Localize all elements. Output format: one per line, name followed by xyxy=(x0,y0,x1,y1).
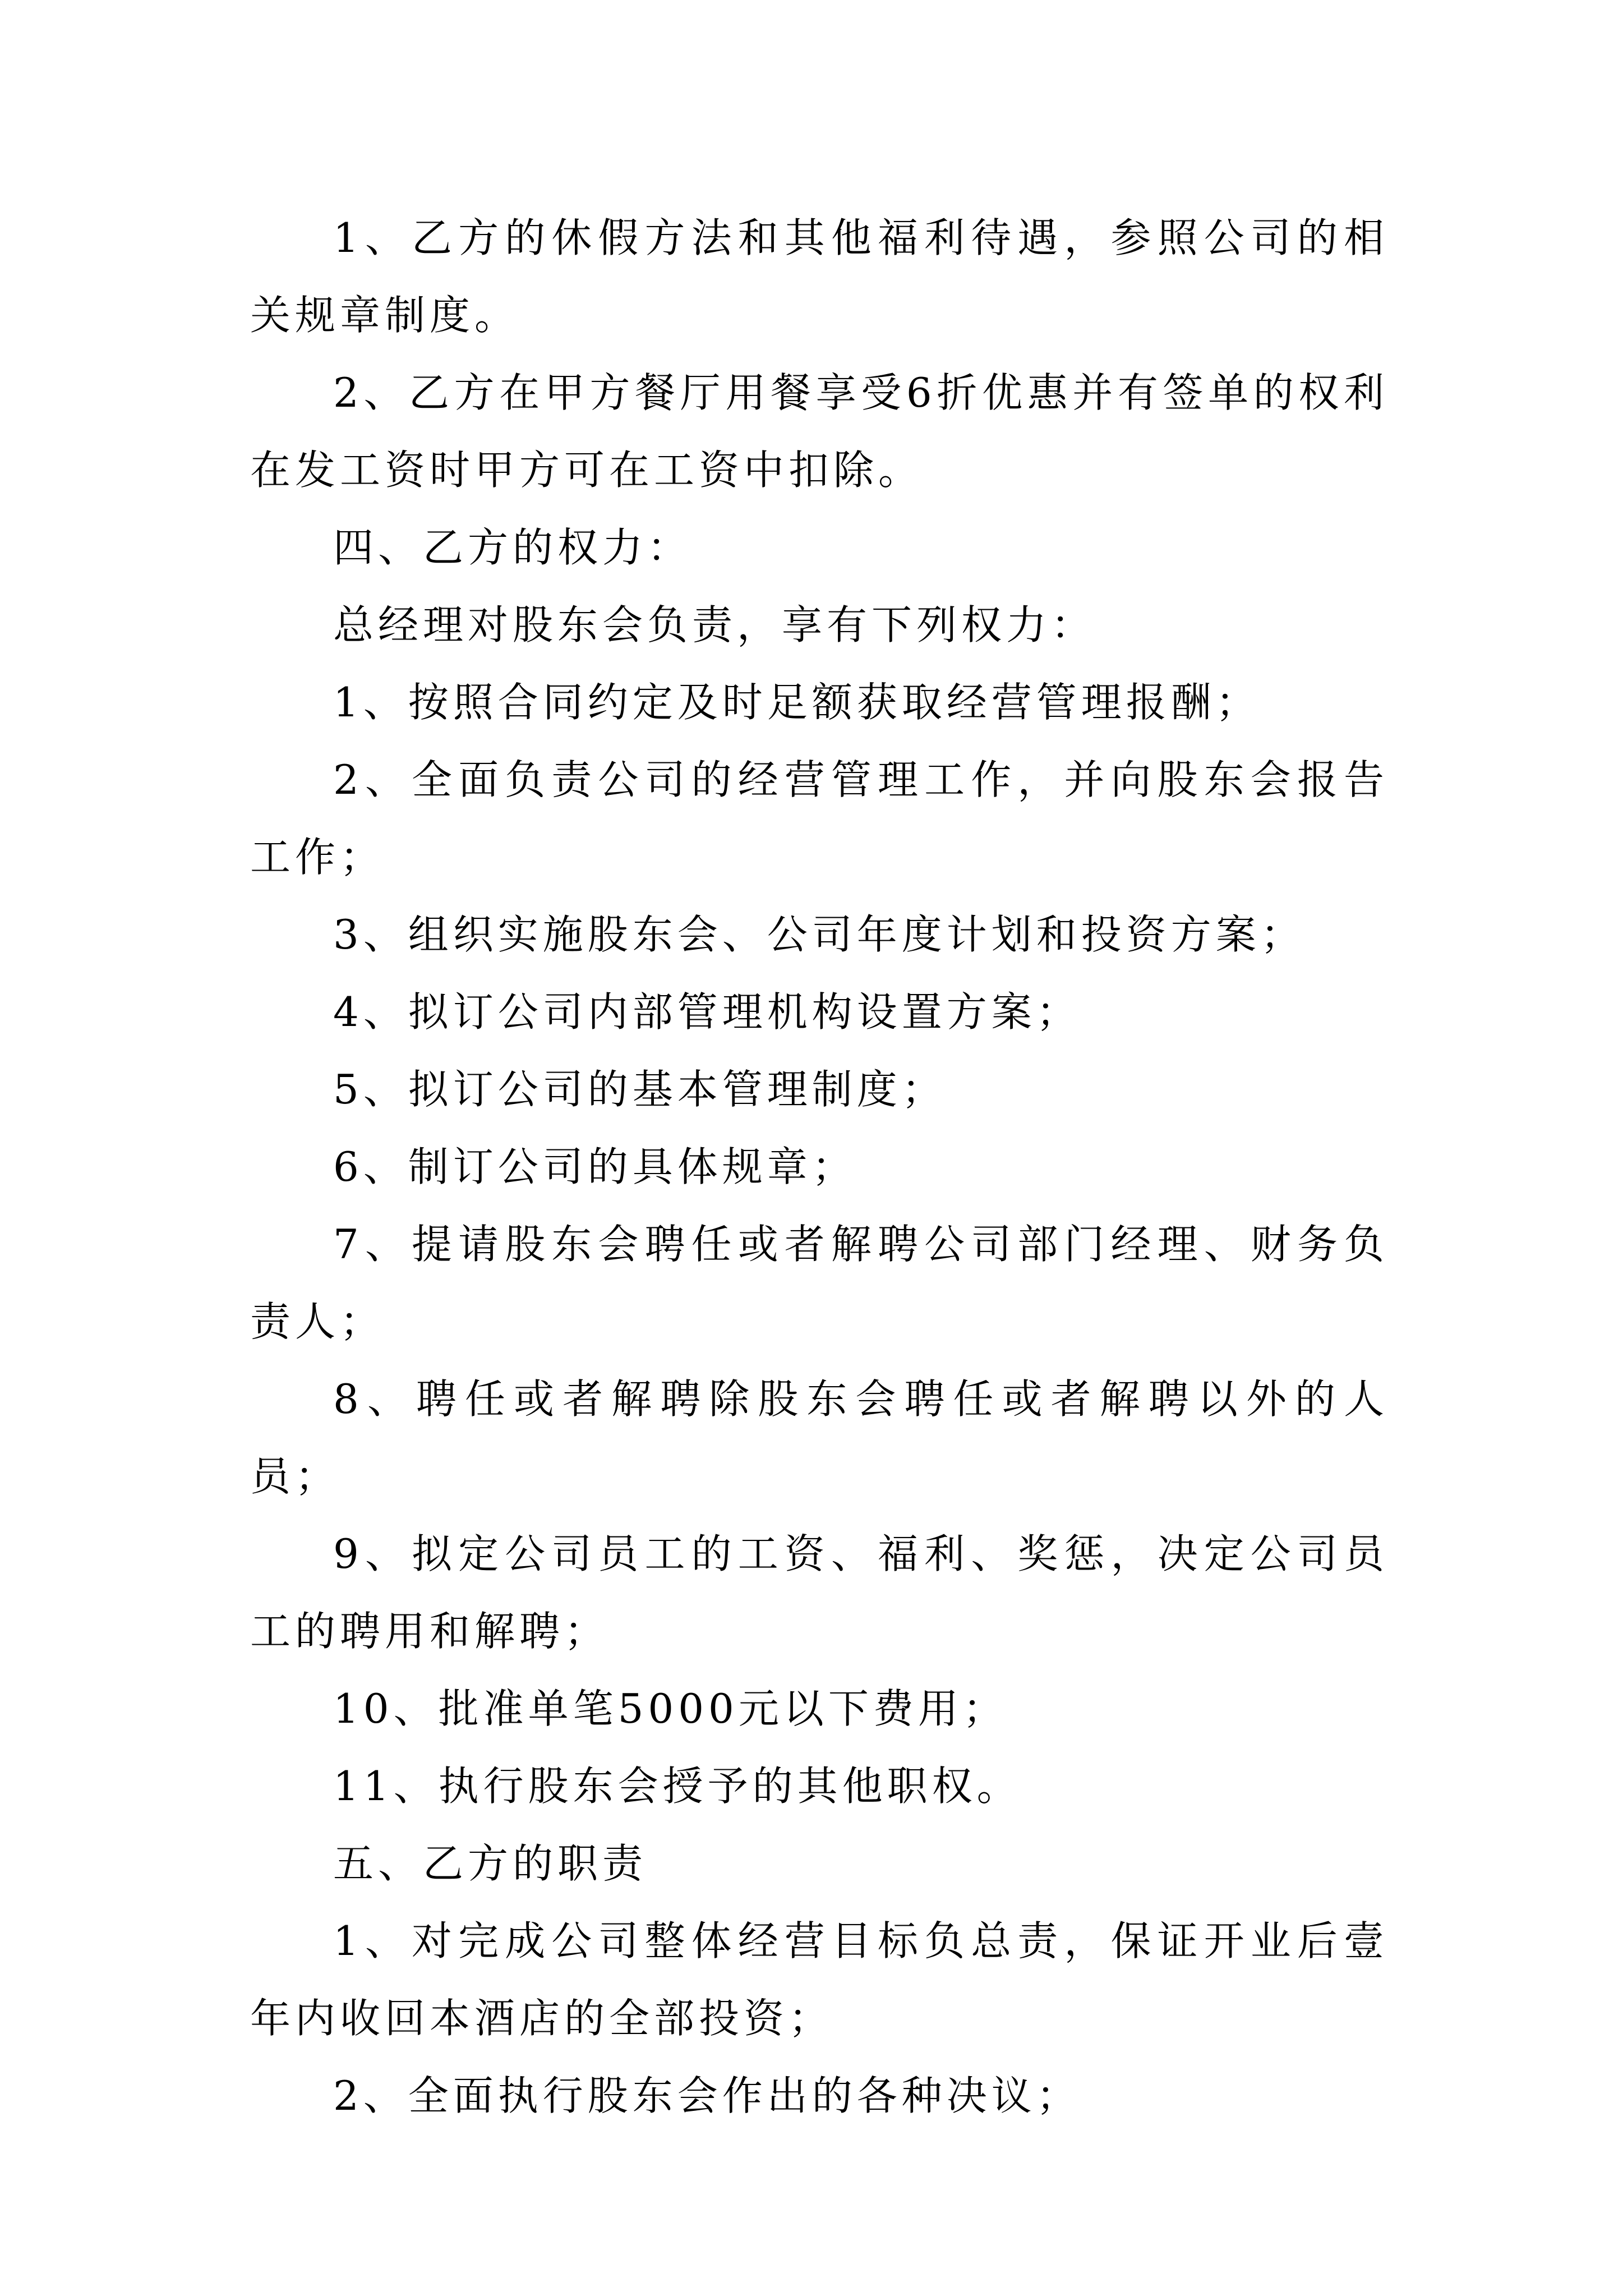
paragraph-dining-discount: 2、乙方在甲方餐厅用餐享受6折优惠并有签单的权利在发工资时甲方可在工资中扣除。 xyxy=(250,369,1389,494)
list-item-power-11: 11、执行股东会授予的其他职权。 xyxy=(333,1763,1022,1810)
list-item-power-3: 3、组织实施股东会、公司年度计划和投资方案； xyxy=(333,911,1306,958)
paragraph-powers-intro: 总经理对股东会负责，享有下列权力： xyxy=(333,601,1096,648)
list-item-power-6: 6、制订公司的具体规章； xyxy=(333,1143,857,1190)
list-item-duty-1: 1、对完成公司整体经营目标负总责，保证开业后壹年内收回本酒店的全部投资； xyxy=(250,1917,1389,2042)
list-item-power-4: 4、拟订公司内部管理机构设置方案； xyxy=(333,988,1081,1036)
list-item-power-8: 8、聘任或者解聘除股东会聘任或者解聘以外的人员； xyxy=(250,1375,1389,1500)
list-item-power-1: 1、按照合同约定及时足额获取经营管理报酬； xyxy=(333,679,1261,726)
paragraph-benefits: 1、乙方的休假方法和其他福利待遇，参照公司的相关规章制度。 xyxy=(250,214,1389,339)
list-item-power-2: 2、全面负责公司的经营管理工作，并向股东会报告工作； xyxy=(250,756,1389,881)
list-item-power-5: 5、拟订公司的基本管理制度； xyxy=(333,1066,947,1113)
list-item-power-10: 10、批准单笔5000元以下费用； xyxy=(333,1685,1008,1732)
section-heading-duties: 五、乙方的职责 xyxy=(333,1840,648,1887)
section-heading-powers: 四、乙方的权力： xyxy=(333,524,693,571)
document-body xyxy=(250,199,1389,2134)
list-item-power-7: 7、提请股东会聘任或者解聘公司部门经理、财务负责人； xyxy=(250,1221,1389,1345)
list-item-duty-2: 2、全面执行股东会作出的各种决议； xyxy=(333,2072,1081,2119)
list-item-power-9: 9、拟定公司员工的工资、福利、奖惩，决定公司员工的聘用和解聘； xyxy=(250,1530,1389,1655)
